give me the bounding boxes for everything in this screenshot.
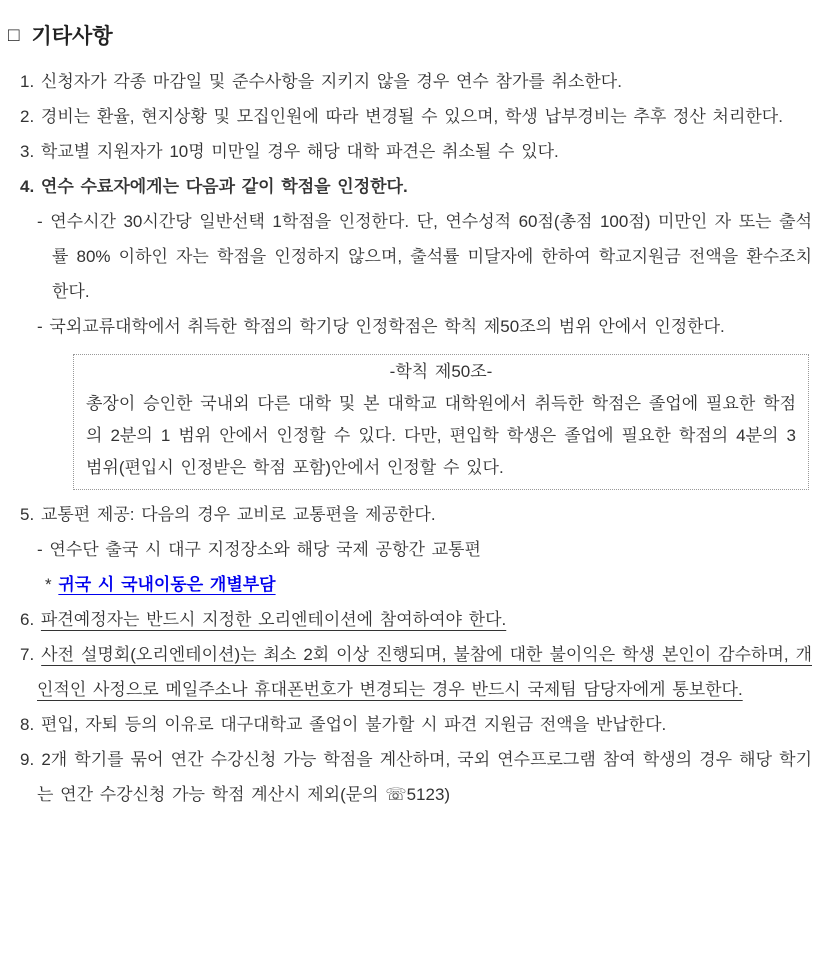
list-item-4 — [20, 169, 812, 204]
note-emphasis-text: 귀국 시 국내이동은 개별부담 — [58, 575, 276, 594]
item-text: 파견예정자는 반드시 지정한 오리엔테이션에 참여하여야 한다. — [40, 610, 507, 629]
regulation-box-body: 총장이 승인한 국내외 다른 대학 및 본 대학교 대학원에서 취득한 학점은 졸업에 필요한 학점의 2분의 1 범위 안에서 인정할 수 있다. 다만, 편입학 학생은 졸업에 필요한 학점의 4분의 3 범위(편입시 인정받은 학점 포함)안에서 인정할 수 있다. — [86, 394, 796, 477]
item-number: 9. — [20, 750, 35, 769]
item-number: 4. — [20, 177, 35, 196]
item-text: 경비는 환율, 현지상황 및 모집인원에 따라 변경될 수 있으며, 학생 납부경비는 추후 정산 처리한다. — [40, 107, 783, 126]
list-item-9 — [20, 742, 812, 812]
sub-item-credit-2 — [37, 309, 812, 344]
list-item-7 — [20, 637, 812, 707]
item-text: 학교별 지원자가 10명 미만일 경우 해당 대학 파견은 취소될 수 있다. — [40, 142, 559, 161]
item-number: 5. — [20, 505, 35, 524]
list-item-1 — [20, 64, 812, 99]
sub-item-text: 연수단 출국 시 대구 지정장소와 해당 국제 공항간 교통편 — [49, 540, 481, 559]
item-number: 3. — [20, 142, 35, 161]
item-number: 6. — [20, 610, 35, 629]
list-item-5 — [20, 497, 812, 532]
item-number: 7. — [20, 645, 35, 664]
section-title — [8, 22, 812, 52]
dash-marker: - — [37, 540, 43, 559]
regulation-box — [73, 354, 809, 490]
list-item-8 — [20, 707, 812, 742]
dash-marker: - — [37, 317, 43, 336]
section-title-text: 기타사항 — [31, 25, 113, 48]
item-number: 2. — [20, 107, 35, 126]
item-text: 연수 수료자에게는 다음과 같이 학점을 인정한다. — [40, 177, 408, 196]
item-number: 8. — [20, 715, 35, 734]
dash-marker: - — [37, 212, 43, 231]
item-number: 1. — [20, 72, 35, 91]
sub-item-credit-1 — [37, 204, 812, 309]
list-item-6 — [20, 602, 812, 637]
item-text: 2개 학기를 묶어 연간 수강신청 가능 학점을 계산하며, 국외 연수프로그램 참여 학생의 경우 해당 학기는 연간 수강신청 가능 학점 계산시 제외(문의 ☏5123) — [37, 750, 812, 804]
item-text: 사전 설명회(오리엔테이션)는 최소 2회 이상 진행되며, 불참에 대한 불이익은 학생 본인이 감수하며, 개인적인 사정으로 메일주소나 휴대폰번호가 변경되는 경우 반드시 국제팀 담당자에게 통보한다. — [37, 645, 812, 699]
list-item-3 — [20, 134, 812, 169]
note-line — [45, 567, 812, 602]
square-bullet-icon: □ — [8, 25, 20, 46]
item-text: 편입, 자퇴 등의 이유로 대구대학교 졸업이 불가할 시 파견 지원금 전액을 반납한다. — [40, 715, 667, 734]
asterisk-marker: * — [45, 575, 52, 594]
list-item-2 — [20, 99, 812, 134]
sub-item-text: 국외교류대학에서 취득한 학점의 학기당 인정학점은 학칙 제50조의 범위 안에서 인정한다. — [49, 317, 725, 336]
item-text: 신청자가 각종 마감일 및 준수사항을 지키지 않을 경우 연수 참가를 취소한다. — [40, 72, 622, 91]
regulation-box-title: -학칙 제50조- — [389, 362, 493, 381]
item-text: 교통편 제공: 다음의 경우 교비로 교통편을 제공한다. — [40, 505, 436, 524]
sub-item-transport-1 — [37, 532, 812, 567]
sub-item-text: 연수시간 30시간당 일반선택 1학점을 인정한다. 단, 연수성적 60점(총점 100점) 미만인 자 또는 출석률 80% 이하인 자는 학점을 인정하지 않으며, 출석률 미달자에 한하여 학교지원금 전액을 환수조치 한다. — [50, 212, 812, 301]
